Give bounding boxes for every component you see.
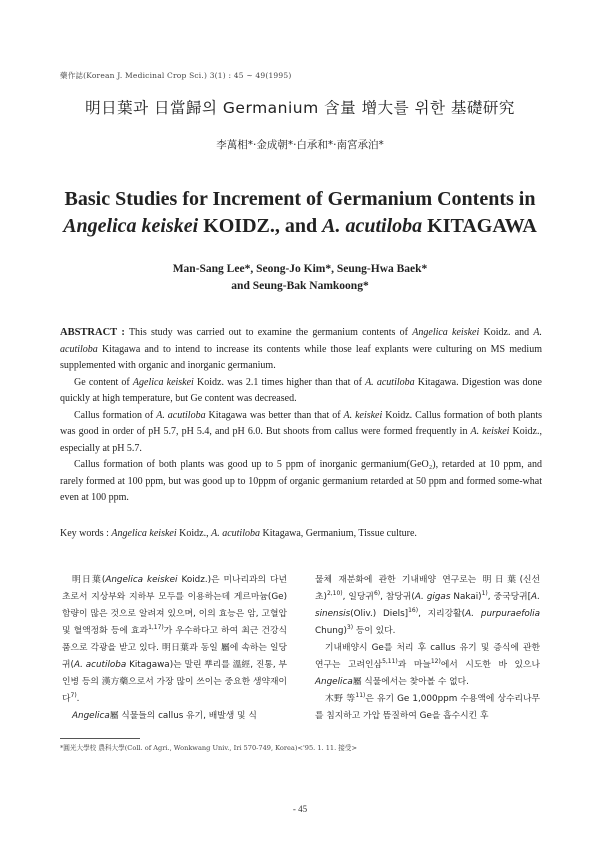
body-paragraph [62,572,287,708]
abstract-text: Kitagawa and to intend to increase its contents while those leaf explants were culturing on MS medium supplemented with organic and inorganic germanium. [60,343,542,371]
body-paragraph [315,640,540,691]
species-name: A. acutiloba [60,327,542,355]
abstract-paragraph-3 [60,408,542,458]
citation-ref: 12) [430,658,441,666]
species-name: Agelica keiskei [132,376,194,388]
keywords-label: Key words : [60,528,112,539]
abstract-text: Callus formation of [74,409,157,421]
title-end: KITAGAWA [422,215,537,237]
species-name: A. acutiloba [73,660,127,670]
page-number: - 45 [292,804,308,814]
citation-ref: 1) [481,590,488,598]
body-text: Kitagawa)는 말린 뿌리를 溫經, 진통, 부인병 등의 漢方藥으로서 가장 많이 쓰이는 중요한 생약재이다 [62,660,287,704]
body-text: 기내배양시 Ge를 처리 후 callus 유기 및 증식에 관한 연구는 고려인삼 [315,643,540,670]
body-text: Nakai) [450,592,482,602]
body-text: 明日葉( [72,575,106,585]
species-name: Angelica keiskei [412,327,480,338]
title-species-1: Angelica keiskei [63,215,199,237]
korean-authors: 李萬相*·金成朝*·白承和*·南宮承泊* [216,139,384,151]
keywords [60,528,542,539]
english-title-line1: Basic Studies for Increment of Germanium Contents in [64,188,536,210]
body-text: Koidz.)은 미나리과의 다년초로서 지상부와 지하부 모두를 이용하는데 게르마늄(Ge) 함량이 많은 것으로 알려져 있으며, 이의 효능은 암, 고혈압 및 혈액정화 등에 효과 [62,575,287,636]
abstract-text: Kitagawa was better than that of [205,409,344,421]
abstract-paragraph-2 [60,375,542,408]
footnote-divider [60,738,140,739]
abstract-text: This study was carried out to examine the germanium contents of [124,327,413,338]
species-name: Angelica keiskei [111,528,177,539]
body-text: . [76,694,80,704]
body-text: , 일당귀 [342,592,374,602]
body-text: 가 우수하다고 하여 최근 건강식품으로 각광을 받고 있다. 明日葉과 동일 屬에 속하는 일당귀( [62,626,287,670]
body-text: (Oliv.) Diels] [350,609,409,619]
citation-ref: 2,10) [326,590,343,598]
body-text: 屬 식물들의 callus 유기, 배발생 및 식 [109,711,257,721]
body-text: 물체 재분화에 관한 기내배양 연구로는 明日葉(신선초) [315,575,540,602]
abstract-text: Ge content of [74,376,133,388]
english-title-line2 [0,213,600,240]
body-text: 木野 等 [325,694,356,704]
citation-ref: 16) [408,607,419,615]
citation-ref: 7) [70,692,77,700]
body-paragraph [315,572,540,640]
species-name: Angelica [315,677,353,687]
citation-ref: 3) [346,624,354,632]
journal-citation: 藥作誌(Korean J. Medicinal Crop Sci.) 3(1) : 45 ~ 49(1995) [60,71,292,80]
body-text: Chung) [315,626,347,636]
abstract-paragraph-4: Callus formation of both plants was good up to 5 ppm of inorganic germanium(GeO₂), retarded at 10 ppm, and rarely formed at 100 ppm, but was good up to 10ppm of organic germanium retarded at 50 ppm and formed some-what even at 100 ppm. [60,459,542,503]
body-paragraph [315,691,540,725]
citation-ref: 5,11) [382,658,398,666]
abstract-text: Koidz. Callus formation of both plants was good in order of pH 5.7, pH 5.4, and pH 6.0. But shoots from callus were formed frequently in [60,409,542,437]
body-text: 屬 식물에서는 찾아볼 수 없다. [352,677,469,687]
species-name: A. acutiloba [365,376,415,388]
abstract-text: Kitagawa. Digestion was done quickly at high temperature, but Ge content was decreased. [60,376,542,404]
species-name: A. acutiloba [211,528,260,539]
abstract-text: Koidz. was 2.1 times higher than that of [193,376,366,388]
body-text: , 참당귀( [380,592,415,602]
citation-ref: 1,17) [148,624,164,632]
abstract-label: ABSTRACT : [60,327,125,338]
species-name: A. acutiloba [156,409,206,421]
species-name: A. keiskei [470,426,510,437]
abstract-text: Koidz. and [479,327,534,338]
body-column-left [62,572,287,725]
body-text: 과 마늘 [397,660,431,670]
affiliation-footnote: *圓光大學校 農科大學(Coll. of Agri., Wonkwang Univ., Iri 570-749, Korea)<'95. 1. 11. 接受> [60,744,358,752]
title-species-2: A. acutiloba [322,215,423,237]
species-name: A. gigas [414,592,451,602]
keywords-text: Koidz., [176,528,212,539]
korean-title: 明日葉과 日當歸의 Germanium 含量 增大를 위한 基礎研究 [85,99,515,117]
species-name: A. sinensis [315,592,540,619]
body-column-right [315,572,540,725]
english-authors-line1: Man-Sang Lee*, Seong-Jo Kim*, Seung-Hwa Baek* [172,263,428,275]
species-name: A. keiskei [343,409,383,421]
abstract-paragraph-1 [60,325,542,375]
body-text: 에서 시도한 바 있으나 [440,660,540,670]
title-middle: KOIDZ., and [198,215,323,237]
english-authors [0,261,600,295]
english-title [0,186,600,240]
body-text: , 중국당귀[ [487,592,532,602]
citation-ref: 6) [373,590,381,598]
abstract-text: Koidz., especially at pH 5.7. [60,426,542,454]
body-text: 은 유기 Ge 1,000ppm 수용액에 상수리나무를 침지하고 가압 뜸질하여 Ge을 흡수시킨 후 [315,694,541,721]
species-name: A. purpuraefolia [465,609,540,619]
keywords-text: Kitagawa, Germanium, Tissue culture. [259,528,417,539]
citation-ref: 11) [355,692,366,700]
english-authors-line2: and Seung-Bak Namkoong* [231,280,369,292]
abstract [60,325,542,507]
species-name: Angelica keiskei [105,575,178,585]
species-name: Angelica [72,711,110,721]
body-text: , 지리강활( [418,609,466,619]
body-text: 등이 있다. [353,626,396,636]
body-paragraph [62,708,287,725]
